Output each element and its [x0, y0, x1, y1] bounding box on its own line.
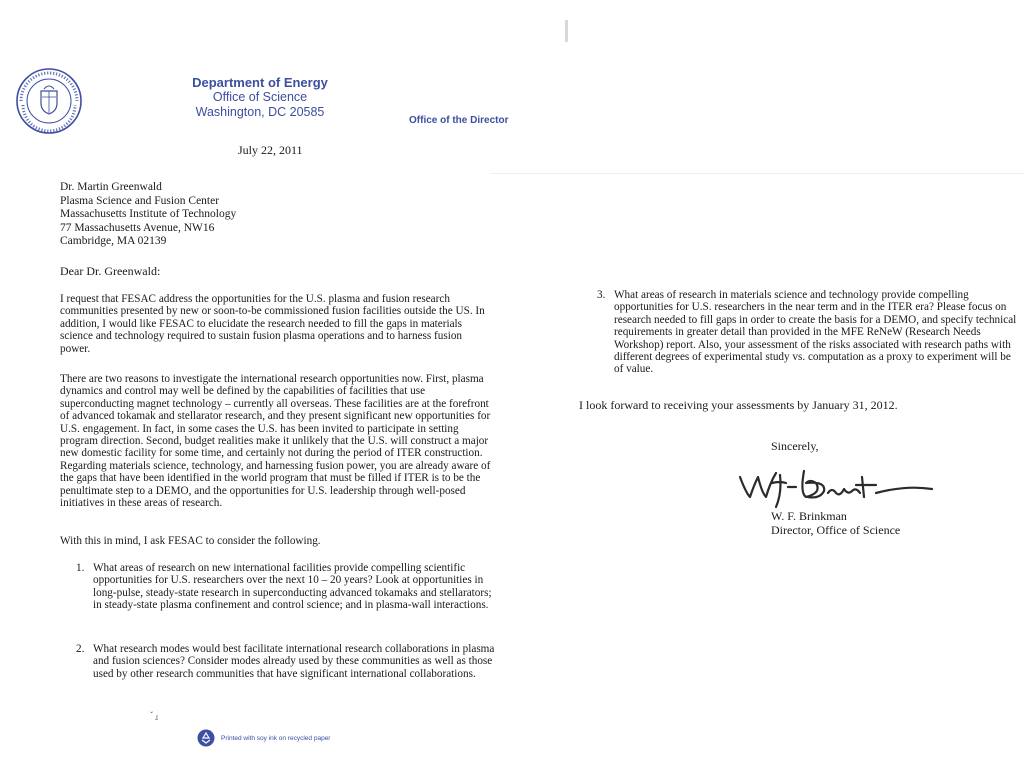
recipient-address: [60, 181, 236, 249]
recipient-line: Plasma Science and Fusion Center: [60, 194, 220, 207]
body-paragraph: With this in mind, I ask FESAC to consider the following.: [60, 535, 321, 547]
printed-note: Printed with soy ink on recycled paper: [221, 735, 331, 742]
recycle-icon: [197, 729, 215, 747]
page-edge: [565, 20, 568, 42]
recipient-line: Massachusetts Institute of Technology: [60, 208, 237, 220]
handwritten-signature: [736, 463, 936, 511]
signer-title: Director, Office of Science: [771, 523, 901, 537]
letterhead: [180, 75, 340, 120]
signer-name: W. F. Brinkman: [771, 509, 847, 523]
salutation: Dear Dr. Greenwald:: [60, 264, 161, 278]
letter-date: July 22, 2011: [238, 143, 303, 157]
recipient-line: Cambridge, MA 02139: [60, 235, 167, 247]
stray-mark: ˇ: [150, 710, 153, 720]
recipient-line: Dr. Martin Greenwald: [60, 181, 162, 193]
recipient-line: 77 Massachusetts Avenue, NW16: [60, 221, 215, 234]
doe-seal-icon: [15, 67, 83, 135]
list-text: What areas of research on new international facilities provide compelling scientific opportunities for U.S. researchers over the next 10 – 20 years? Look at opportunities in long-pulse, steady-state research in superconducting advanced tokamaks and stellarators; in steady-state plasma confinement and control science; and in plasma-wall interactions.: [93, 562, 492, 612]
department-name: Department of Energy: [192, 75, 328, 90]
list-text: What research modes would best facilitate international research collaborations in plasma and fusion sciences? Consider modes already used by these communities as well as those used by other research communities that have significant international collaborations.: [93, 643, 495, 680]
list-text: What areas of research in materials science and technology provide compelling opportunities for U.S. researchers in the near term and in the ITER era? Please focus on research needed to fill gaps in order to create the basis for a DEMO, and specify technical requirements in greater detail than provided in the MFE ReNeW (Research Needs Workshop) report. Also, your assessment of the risks associated with research paths with different degrees of experimental study vs. computation as a proxy to experiment will be of value.: [614, 289, 1017, 376]
signer-block: [771, 509, 900, 537]
closing: Sincerely,: [771, 439, 819, 453]
list-number: 2.: [76, 643, 85, 655]
body-paragraph: There are two reasons to investigate the international research opportunities now. First, plasma dynamics and control may well be defined by the capabilities of facilities that use superconducting magnet technology – currently all overseas. These facilities are at the forefront of advanced tokamak and stellarator research, and they present significant new opportunities for U.S. engagement. In fact, in some cases the U.S. has been invited to participate in setting program direction. Second, budget realities make it unlikely that the U.S. will construct a major new domestic facility for some time, and certainly not during the period of ITER construction. Regarding materials science, technology, and harnessing fusion power, you are already aware of the gaps that have been identified in the world program that must be filled if ITER is to be the penultimate step to a DEMO, and the opportunities for U.S. leadership through well-posed initiatives in these areas of research.: [60, 373, 491, 510]
closing-paragraph: I look forward to receiving your assessments by January 31, 2012.: [579, 398, 898, 412]
office-name: Office of Science: [212, 90, 308, 104]
list-number: 3.: [597, 289, 606, 301]
office-address: Washington, DC 20585: [195, 105, 325, 119]
list-number: 1.: [76, 562, 85, 574]
office-of-director: Office of the Director: [409, 115, 509, 126]
stray-mark: ɹ: [155, 712, 158, 722]
body-paragraph: I request that FESAC address the opportunities for the U.S. plasma and fusion research communities presented by new or soon-to-be commissioned fusion facilities outside the US. In addition, I would like FESAC to elucidate the research needed to fill the gaps in materials science and technology required to sustain fusion plasma operations and to harness fusion power.: [60, 293, 485, 355]
